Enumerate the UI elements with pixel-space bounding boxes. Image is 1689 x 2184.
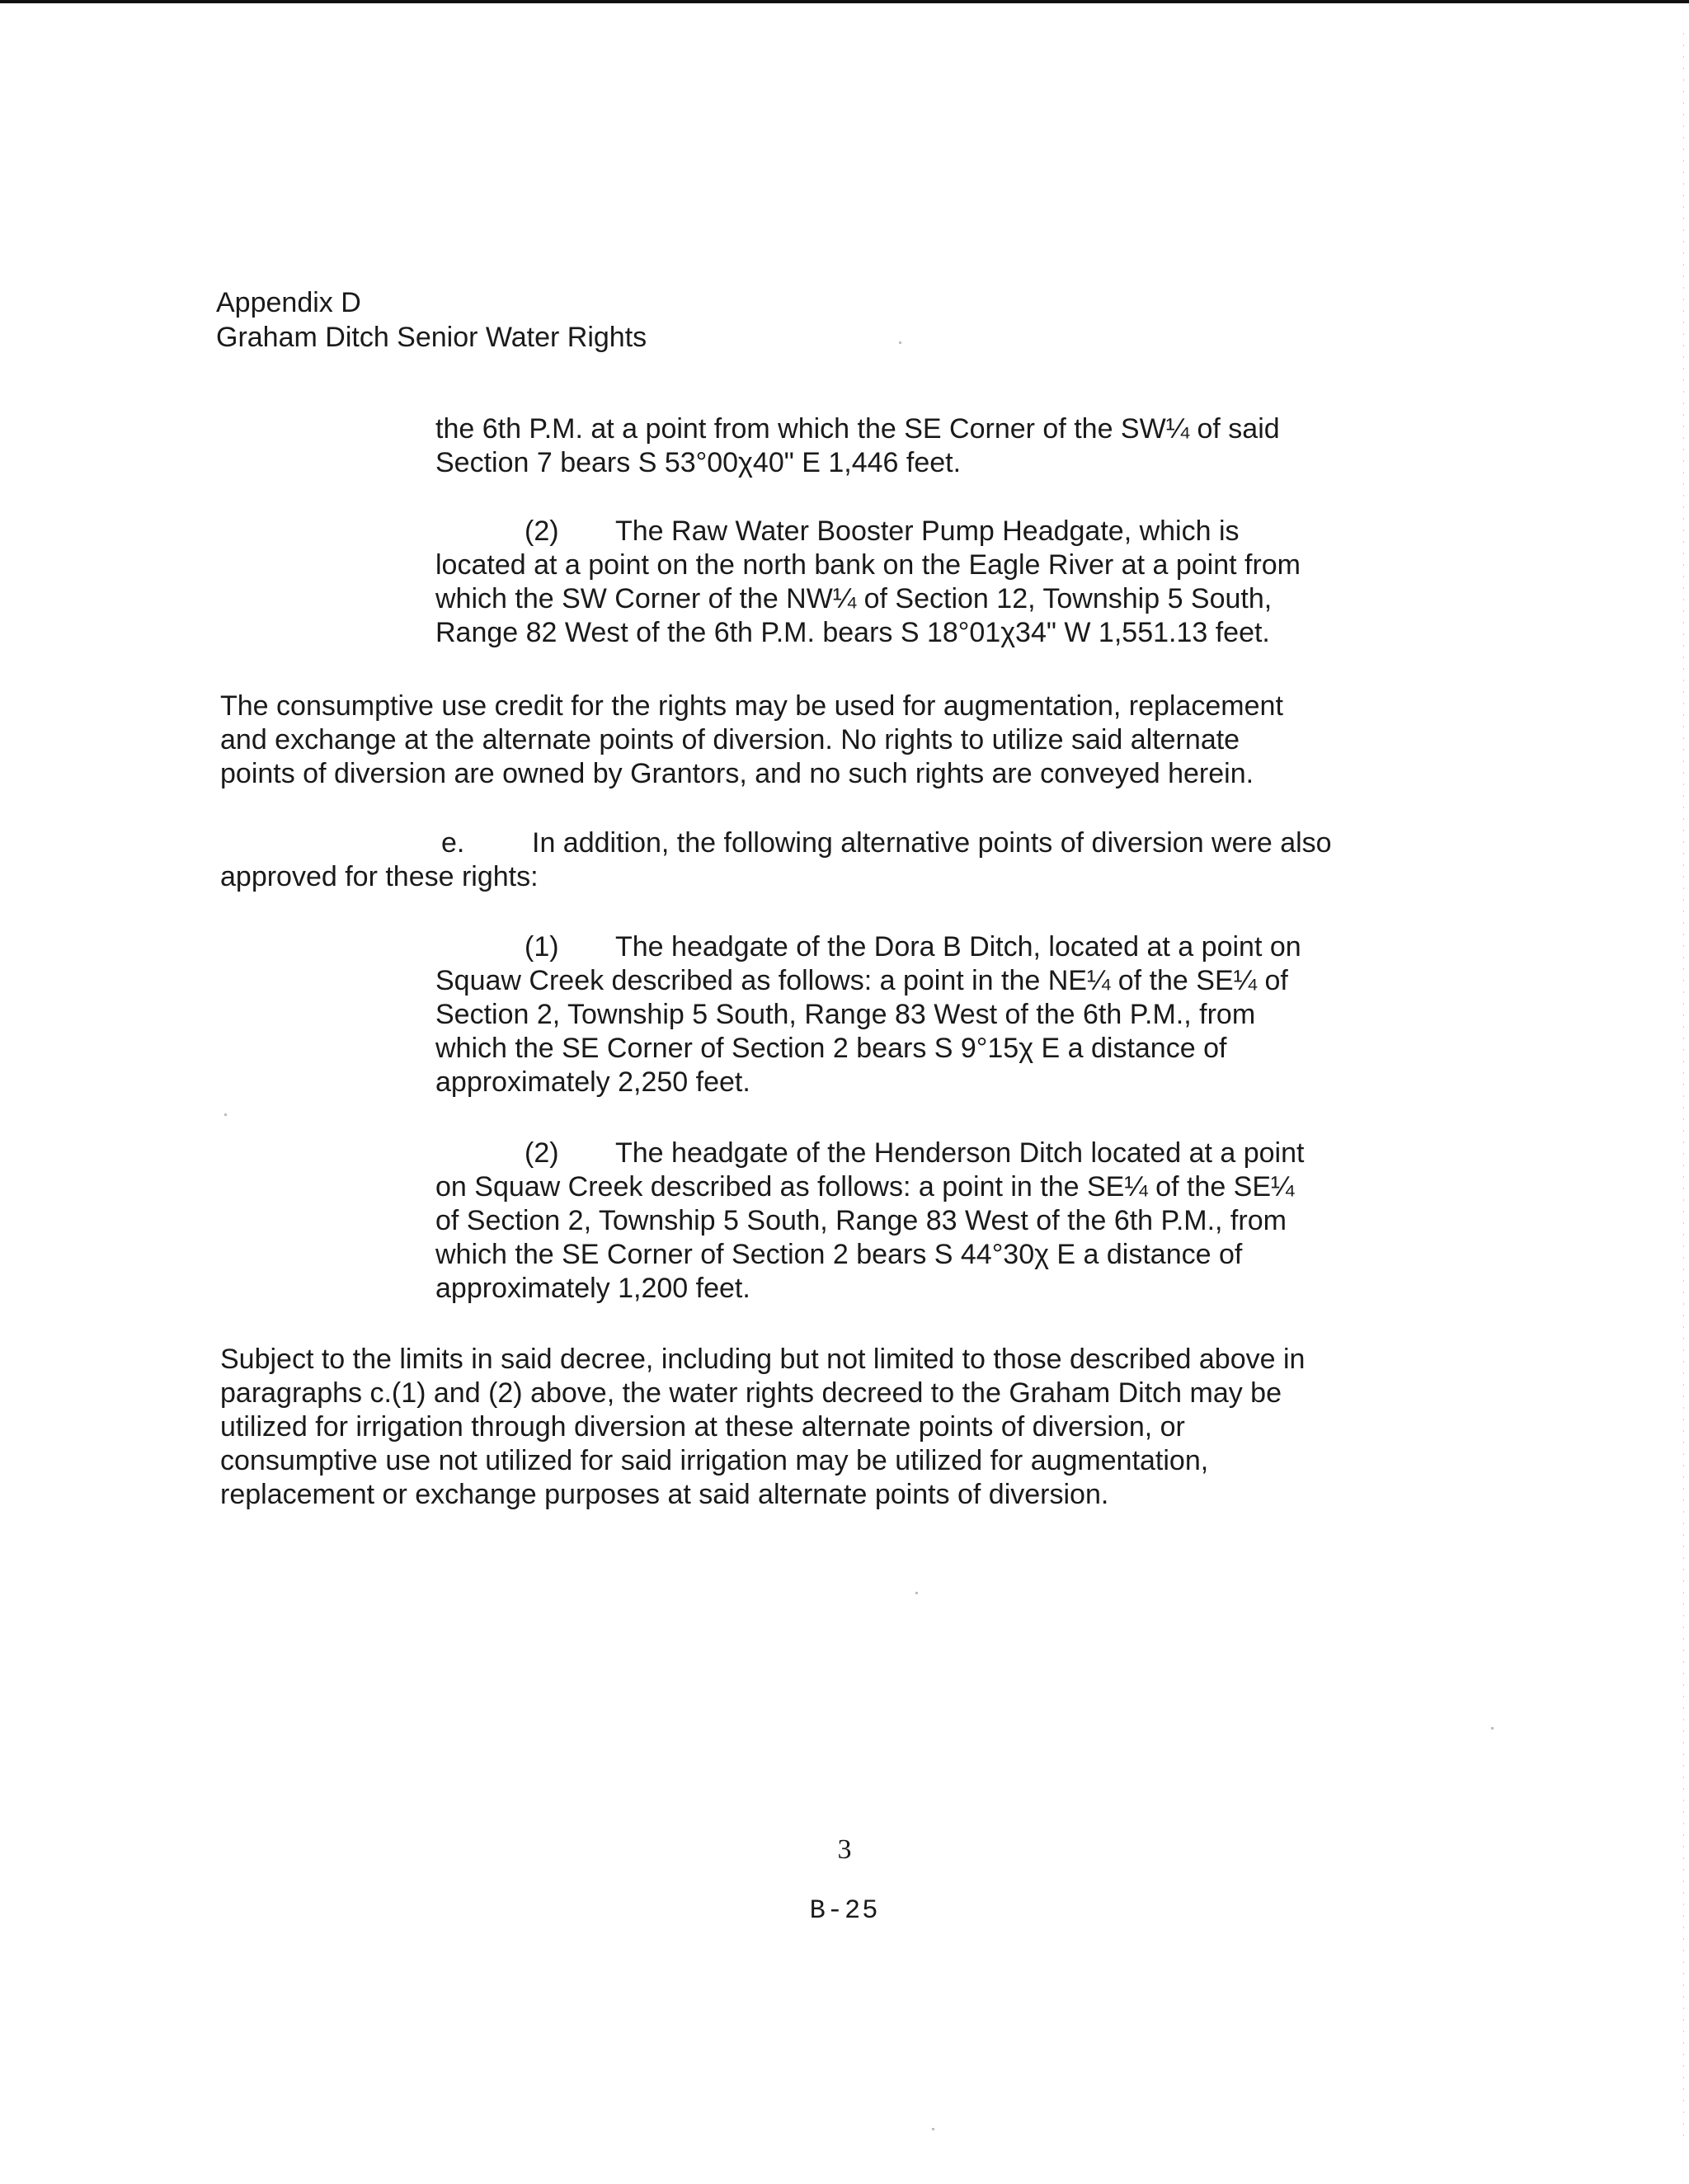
item-raw-water-booster [435,515,1301,650]
item-lead-line [435,1137,1304,1170]
item-number: (2) [525,1137,559,1169]
paragraph-line: The consumptive use credit for the rights may be used for augmentation, replacement [220,690,1283,722]
paragraph-e [220,826,1332,894]
item-line: which the SE Corner of Section 2 bears S 44°30χ E a distance of [435,1239,1243,1270]
item-lead-text: The headgate of the Dora B Ditch, located at a point on [615,931,1301,963]
scan-speck [932,2128,934,2130]
item-line: located at a point on the north bank on the Eagle River at a point from [435,549,1301,581]
scan-speck [224,1113,227,1116]
paragraph-e-lead-text: In addition, the following alternative points of diversion were also [532,827,1332,859]
continuation-line: Section 7 bears S 53°00χ40" E 1,446 feet. [435,447,962,478]
item-lead-text: The headgate of the Henderson Ditch located at a point [615,1137,1305,1169]
consumptive-use-paragraph [220,690,1283,791]
paragraph-line: paragraphs c.(1) and (2) above, the water rights decreed to the Graham Ditch may be [220,1377,1282,1409]
item-line: which the SW Corner of the NW¼ of Section 12, Township 5 South, [435,583,1273,614]
item-number: (2) [525,515,559,547]
item-lead-line [435,515,1301,548]
item-line: Section 2, Township 5 South, Range 83 West of the 6th P.M., from [435,999,1256,1030]
continuation-paragraph [435,412,1280,480]
continuation-line: the 6th P.M. at a point from which the SE Corner of the SW¼ of said [435,413,1280,445]
paragraph-e-lead-line [220,826,1332,860]
scan-speck [915,1592,918,1594]
paragraph-e-label: e. [441,827,465,859]
item-line: which the SE Corner of Section 2 bears S 9°15χ E a distance of [435,1033,1227,1064]
paragraph-line: and exchange at the alternate points of diversion. No rights to utilize said alternate [220,724,1240,755]
paragraph-line: Subject to the limits in said decree, including but not limited to those described above in [220,1344,1306,1375]
paragraph-line: replacement or exchange purposes at said alternate points of diversion. [220,1479,1109,1510]
item-lead-line [435,930,1301,964]
scan-speck [899,341,901,344]
page-top-border [0,0,1689,3]
scan-edge-speckle [1683,33,1684,2144]
document-title: Graham Ditch Senior Water Rights [216,322,647,353]
paragraph-line: approved for these rights: [220,861,539,892]
item-henderson-ditch [435,1137,1304,1306]
item-line: approximately 2,250 feet. [435,1066,750,1098]
item-number: (1) [525,931,559,963]
bates-number: B-25 [809,1895,880,1926]
paragraph-line: consumptive use not utilized for said irrigation may be utilized for augmentation, [220,1445,1209,1476]
item-line: Range 82 West of the 6th P.M. bears S 18°01χ34" W 1,551.13 feet. [435,617,1270,648]
item-line: Squaw Creek described as follows: a point in the NE¼ of the SE¼ of [435,965,1288,996]
subject-to-limits-paragraph [220,1343,1305,1512]
item-line: approximately 1,200 feet. [435,1273,750,1304]
item-line: on Squaw Creek described as follows: a point in the SE¼ of the SE¼ [435,1171,1295,1203]
item-dora-b-ditch [435,930,1301,1099]
item-lead-text: The Raw Water Booster Pump Headgate, which is [615,515,1240,547]
appendix-label: Appendix D [216,287,361,318]
paragraph-line: utilized for irrigation through diversion at these alternate points of diversion, or [220,1411,1185,1443]
scan-speck [1491,1727,1494,1730]
page-number: 3 [837,1834,852,1865]
paragraph-line: points of diversion are owned by Grantors, and no such rights are conveyed herein. [220,758,1254,789]
item-line: of Section 2, Township 5 South, Range 83 West of the 6th P.M., from [435,1205,1287,1236]
